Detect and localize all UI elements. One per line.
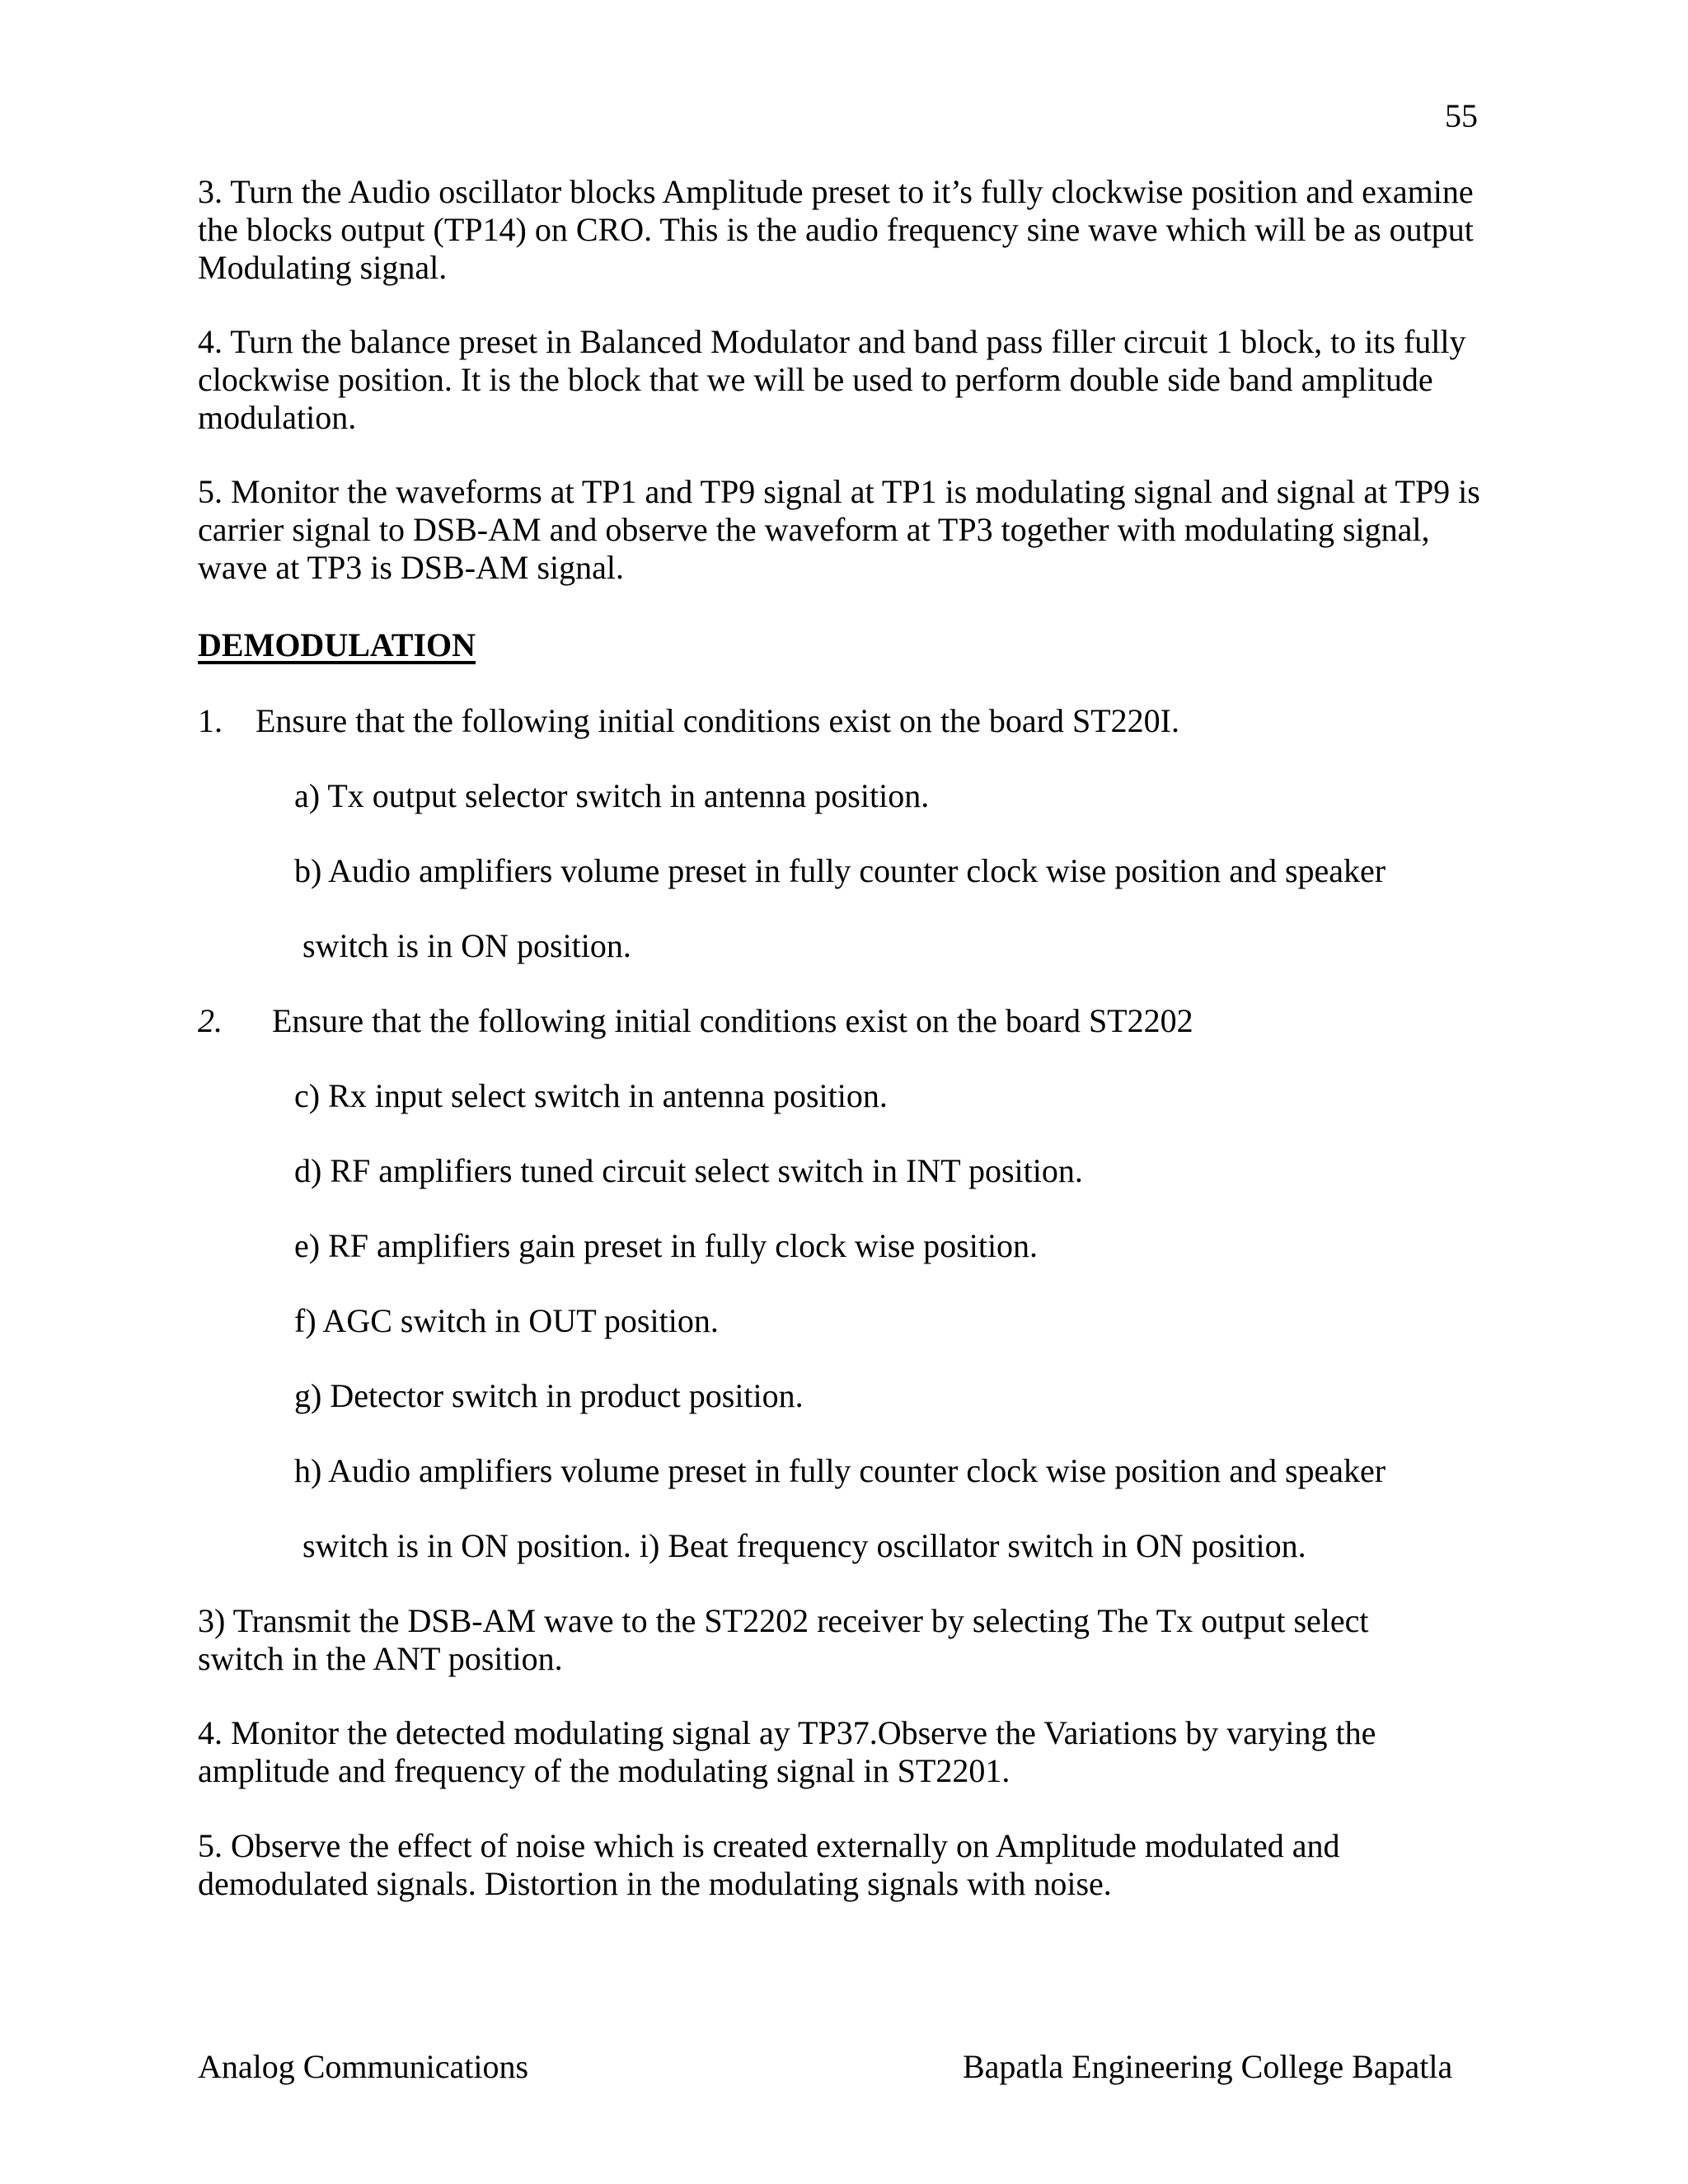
sub-item-a: a) Tx output selector switch in antenna position.: [294, 777, 930, 814]
footer-course-title: Analog Communications: [198, 2048, 529, 2085]
footer-institution: Bapatla Engineering College Bapatla: [963, 2048, 1453, 2085]
sub-item-d: d) RF amplifiers tuned circuit select switch in INT position.: [294, 1152, 1083, 1189]
paragraph-line: 5. Observe the effect of noise which is created externally on Amplitude modulated and: [198, 1827, 1340, 1864]
sub-item-h-continued: switch is in ON position. i) Beat frequency oscillator switch in ON position.: [302, 1527, 1306, 1564]
sub-item-h: h) Audio amplifiers volume preset in fully counter clock wise position and speaker: [294, 1452, 1386, 1489]
demod-item-5: [198, 1827, 1496, 1903]
paragraph-line: 3) Transmit the DSB-AM wave to the ST2202 receiver by selecting The Tx output select: [198, 1602, 1369, 1639]
section-heading: DEMODULATION: [198, 626, 476, 663]
demod-item-3: [198, 1602, 1496, 1678]
paragraph-line: Modulating signal.: [198, 249, 448, 286]
demod-item-1-number: 1.: [198, 702, 223, 739]
demod-item-2-text: Ensure that the following initial conditions exist on the board ST2202: [272, 1002, 1193, 1039]
paragraph-line: 3. Turn the Audio oscillator blocks Amplitude preset to it’s fully clockwise position and examine: [198, 173, 1474, 210]
paragraph-line: the blocks output (TP14) on CRO. This is the audio frequency sine wave which will be as output: [198, 211, 1474, 248]
paragraph-line: modulation.: [198, 399, 357, 436]
sub-item-f: f) AGC switch in OUT position.: [294, 1302, 719, 1339]
sub-item-b-continued: switch is in ON position.: [302, 927, 631, 964]
page-number: 55: [1445, 97, 1478, 134]
demod-item-2-number: 2.: [198, 1002, 223, 1039]
paragraph-line: 4. Turn the balance preset in Balanced Modulator and band pass filler circuit 1 block, to its fully: [198, 323, 1466, 360]
step-4-paragraph: [198, 323, 1496, 437]
paragraph-line: demodulated signals. Distortion in the modulating signals with noise.: [198, 1865, 1112, 1902]
paragraph-line: carrier signal to DSB-AM and observe the waveform at TP3 together with modulating signal,: [198, 511, 1430, 548]
step-3-paragraph: [198, 173, 1496, 287]
sub-item-b: b) Audio amplifiers volume preset in fully counter clock wise position and speaker: [294, 852, 1386, 889]
sub-item-c: c) Rx input select switch in antenna position.: [294, 1077, 888, 1114]
paragraph-line: amplitude and frequency of the modulating signal in ST2201.: [198, 1752, 1010, 1789]
demod-item-4: [198, 1714, 1496, 1790]
paragraph-line: 5. Monitor the waveforms at TP1 and TP9 signal at TP1 is modulating signal and signal at TP9 is: [198, 473, 1480, 510]
paragraph-line: wave at TP3 is DSB-AM signal.: [198, 549, 625, 586]
demod-item-1-text: Ensure that the following initial conditions exist on the board ST220I.: [256, 702, 1179, 739]
paragraph-line: 4. Monitor the detected modulating signal ay TP37.Observe the Variations by varying the: [198, 1714, 1376, 1751]
step-5-paragraph: [198, 473, 1496, 587]
paragraph-line: switch in the ANT position.: [198, 1640, 563, 1677]
paragraph-line: clockwise position. It is the block that we will be used to perform double side band amplitude: [198, 361, 1433, 398]
sub-item-g: g) Detector switch in product position.: [294, 1377, 804, 1414]
sub-item-e: e) RF amplifiers gain preset in fully clock wise position.: [294, 1227, 1039, 1264]
